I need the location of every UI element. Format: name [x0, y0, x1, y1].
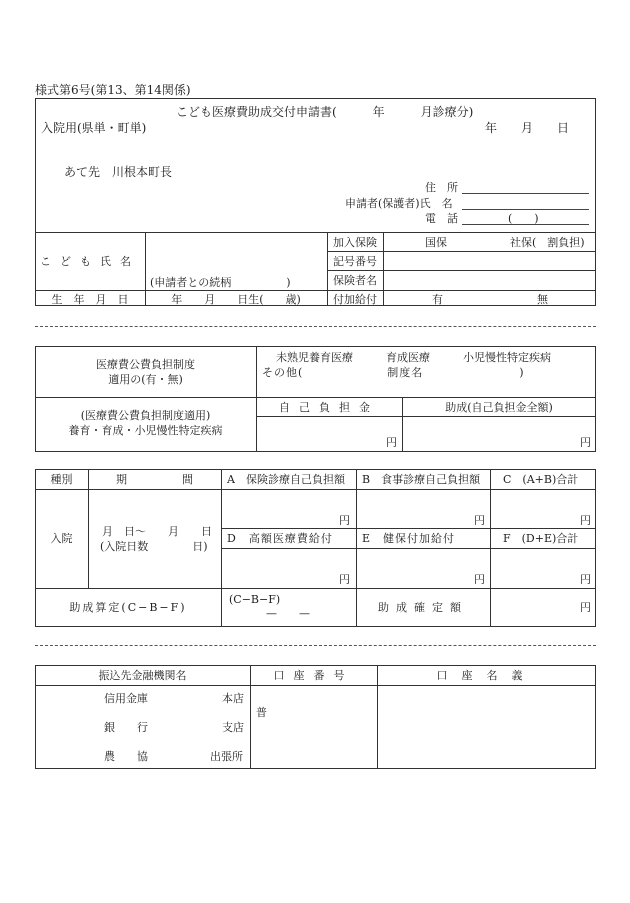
system-label-1: 医療費公費負担制度: [96, 358, 195, 371]
calc-label: 助成算定(C−B−F): [69, 601, 187, 614]
additional-benefit-label: 付加給付: [333, 293, 377, 306]
applied-label-1: (医療費公費負担制度適用): [80, 409, 211, 422]
yen-unit: 円: [580, 436, 591, 449]
grid-line: [327, 270, 596, 271]
insurance-label: 加入保険: [333, 236, 377, 249]
account-name-label: 口座名義: [436, 669, 537, 682]
col-f-label: F (D+E)合計: [503, 532, 579, 545]
addressee: あて先 川根本町長: [64, 165, 173, 179]
period-value-1[interactable]: 月 日〜 月 日: [102, 525, 212, 538]
calc-dash: — —: [266, 607, 310, 620]
branch-shiten[interactable]: 支店: [222, 721, 244, 734]
applied-label-2: 養育・育成・小児慢性特定疾病: [68, 424, 223, 437]
additional-yes[interactable]: 有: [432, 293, 443, 306]
insurance-kokuho[interactable]: 国保: [425, 236, 447, 249]
system-label-2[interactable]: 適用の(有・無): [108, 373, 183, 386]
grid-line: [35, 489, 596, 490]
applicant-address-field[interactable]: [462, 193, 589, 194]
col-a-label: A 保険診療自己負担額: [227, 473, 345, 486]
yen-unit: 円: [580, 514, 591, 527]
yen-unit: 円: [474, 573, 485, 586]
grid-line: [35, 290, 596, 291]
dob-label: 生 年 月 日: [51, 293, 129, 306]
bank-type-nokyo[interactable]: 農 協: [104, 750, 148, 763]
yen-unit: 円: [339, 573, 350, 586]
col-b-label: B 食事診療自己負担額: [362, 473, 481, 486]
system-options-2[interactable]: その他( 制度名 ): [262, 366, 525, 379]
branch-honten[interactable]: 本店: [222, 692, 244, 705]
applicant-name-field[interactable]: [462, 209, 589, 210]
subsidy-label: 助成(自己負担金全額): [445, 401, 553, 414]
application-date[interactable]: 年 月 日: [485, 121, 570, 135]
bank-label: 振込先金融機関名: [98, 669, 187, 682]
confirmed-label: 助成確定額: [378, 601, 468, 614]
period-value-2[interactable]: (入院日数 日): [100, 540, 208, 553]
applicant-address-label: 住 所: [425, 181, 458, 194]
bank-type-shinkin[interactable]: 信用金庫: [104, 692, 148, 705]
col-e-label: E 健保付加給付: [362, 532, 456, 545]
self-pay-label: 自己負担金: [279, 401, 379, 414]
grid-line: [327, 251, 596, 252]
grid-line: [383, 232, 384, 306]
form-number: 様式第6号(第13、第14関係): [35, 83, 191, 97]
insurer-name-label: 保険者名: [333, 274, 377, 287]
yen-unit: 円: [580, 573, 591, 586]
account-number-label: 口座番号: [273, 669, 354, 682]
applicant-name-label: 申請者(保護者)氏 名: [345, 197, 453, 210]
grid-line: [256, 346, 257, 452]
system-options-1[interactable]: 未熟児養育医療 育成医療 小児慢性特定疾病: [276, 351, 551, 364]
dob-value[interactable]: 年 月 日生( 歳): [171, 293, 301, 306]
cut-line: [35, 645, 596, 646]
form-title: こども医療費助成交付申請書( 年 月診療分): [176, 105, 474, 119]
form-category: 入院用(県単・町単): [41, 121, 147, 135]
col-c-label: C (A+B)合計: [503, 473, 579, 486]
account-type-futsu: 普: [256, 706, 267, 719]
grid-line: [221, 548, 596, 549]
grid-line: [35, 588, 596, 589]
grid-line: [88, 469, 89, 588]
yen-unit: 円: [580, 601, 591, 614]
yen-unit: 円: [339, 514, 350, 527]
grid-line: [256, 416, 596, 417]
calc-formula: (C−B−F): [229, 593, 281, 606]
grid-line: [35, 685, 596, 686]
yen-unit: 円: [386, 436, 397, 449]
grid-line: [221, 528, 596, 529]
grid-line: [35, 397, 596, 398]
insurance-shaho[interactable]: 社保( 割負担): [510, 236, 585, 249]
grid-line: [35, 232, 596, 233]
cut-line: [35, 326, 596, 327]
applicant-phone-label: 電 話: [425, 212, 458, 225]
bank-type-ginko[interactable]: 銀 行: [104, 721, 148, 734]
col-d-label: D 高額医療費給付: [227, 532, 333, 545]
branch-shutchojo[interactable]: 出張所: [210, 750, 243, 763]
additional-no[interactable]: 無: [537, 293, 548, 306]
child-name-label: こども氏名: [40, 255, 140, 268]
period-label: 期 間: [116, 473, 193, 486]
grid-line: [221, 469, 222, 627]
phone-area-parens: ( ): [508, 212, 539, 225]
yen-unit: 円: [474, 514, 485, 527]
type-value: 入院: [50, 532, 73, 545]
relation-label: (申請者との続柄 ): [150, 276, 291, 289]
type-label: 種別: [50, 473, 73, 486]
grid-line: [490, 469, 491, 627]
symbol-number-label: 記号番号: [333, 255, 377, 268]
